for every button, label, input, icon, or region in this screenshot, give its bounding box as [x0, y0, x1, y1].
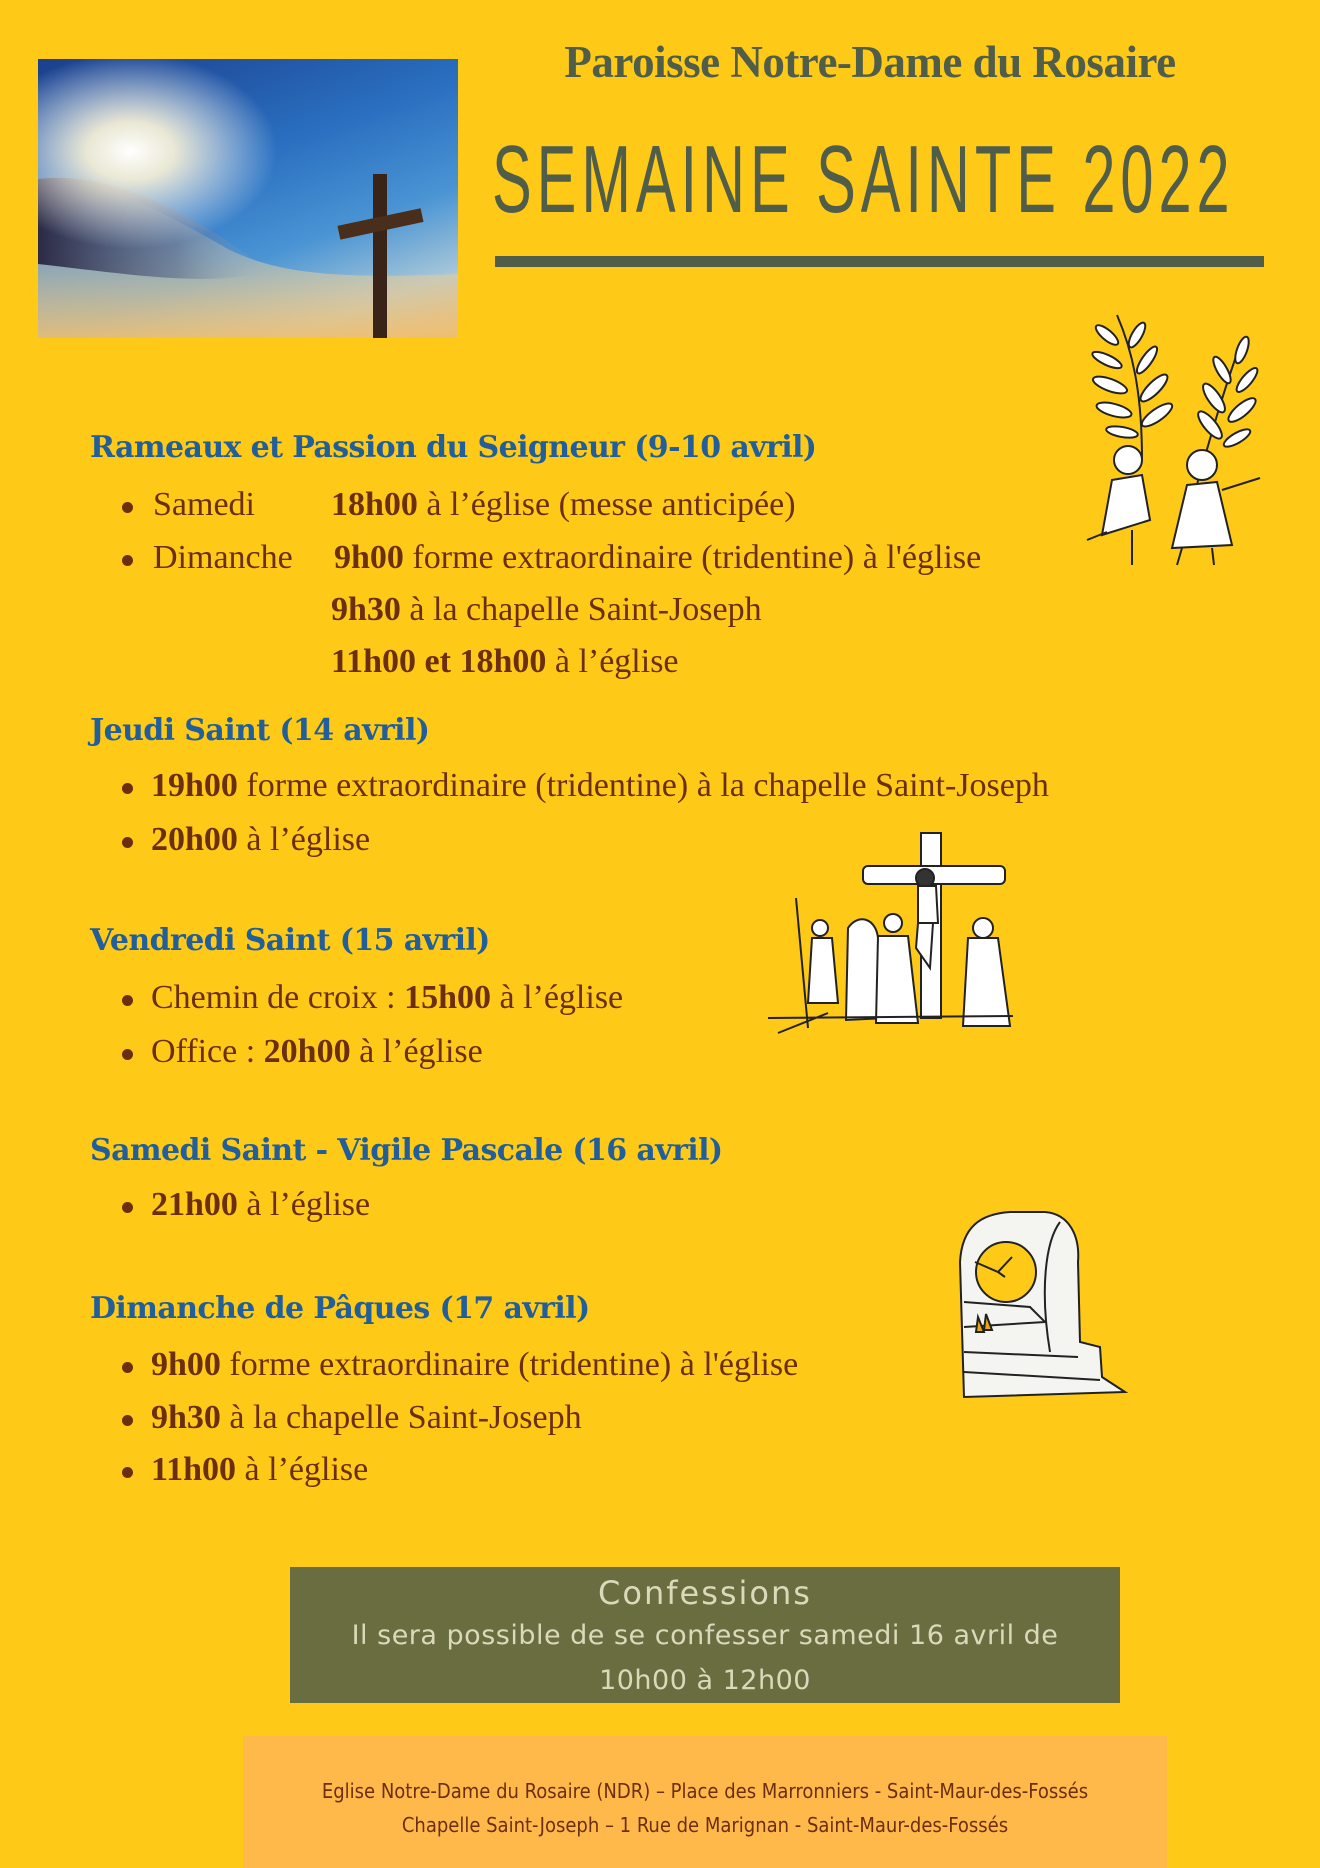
- time: 11h00 et 18h00: [331, 643, 547, 680]
- bullet-icon: [122, 837, 133, 848]
- location-text: à la chapelle Saint-Joseph: [220, 1399, 582, 1436]
- section-heading-vendredi-saint: Vendredi Saint (15 avril): [90, 923, 490, 958]
- list-item: [331, 643, 679, 681]
- empty-tomb-icon: [950, 1202, 1135, 1402]
- bullet-icon: [122, 995, 133, 1006]
- bullet-icon: [122, 1049, 133, 1060]
- location-text: à l’église: [350, 1033, 483, 1070]
- list-item: [331, 591, 762, 629]
- location-text: à l’église: [546, 643, 679, 680]
- chapel-address: Chapelle Saint-Joseph – 1 Rue de Marignan - Saint-Maur-des-Fossés: [401, 1813, 1009, 1837]
- parish-name: Paroisse Notre-Dame du Rosaire: [564, 37, 1176, 87]
- church-address: Eglise Notre-Dame du Rosaire (NDR) – Place des Marronniers - Saint-Maur-des-Fossés: [321, 1779, 1089, 1803]
- crucifixion-scene-icon: [768, 828, 1013, 1038]
- confessions-title: Confessions: [598, 1574, 812, 1612]
- bullet-icon: [122, 502, 133, 513]
- page-title: SEMAINE SAINTE 2022: [492, 126, 1235, 233]
- time: 11h00: [151, 1451, 237, 1488]
- time: 20h00: [151, 821, 238, 858]
- time: 9h00: [334, 539, 404, 576]
- location-text: à l’église (messe anticipée): [417, 486, 796, 523]
- location-text: à l’église: [237, 1186, 371, 1223]
- bullet-icon: [122, 1362, 133, 1373]
- title-underline: [495, 256, 1264, 267]
- day-label: Dimanche: [153, 539, 293, 576]
- children-with-palms-icon: [1062, 310, 1262, 570]
- event-label: Chemin de croix :: [151, 979, 405, 1016]
- bullet-icon: [122, 1415, 133, 1426]
- confessions-text-line1: Il sera possible de se confesser samedi 16 avril de: [351, 1620, 1059, 1651]
- location-text: à l’église: [237, 821, 371, 858]
- time: 19h00: [151, 767, 238, 804]
- location-text: forme extraordinaire (tridentine) à l'église: [220, 1346, 799, 1383]
- section-heading-jeudi-saint: Jeudi Saint (14 avril): [90, 713, 430, 748]
- location-text: à la chapelle Saint-Joseph: [400, 591, 762, 628]
- section-heading-rameaux: Rameaux et Passion du Seigneur (9-10 avril): [90, 430, 817, 465]
- time: 18h00: [331, 486, 418, 523]
- bullet-icon: [122, 555, 133, 566]
- bullet-icon: [122, 1467, 133, 1478]
- footer-addresses: [243, 1736, 1167, 1868]
- time: 9h00: [151, 1346, 221, 1383]
- time: 20h00: [263, 1033, 351, 1070]
- location-text: forme extraordinaire (tridentine) à la chapelle Saint-Joseph: [237, 767, 1049, 804]
- time: 9h30: [151, 1399, 221, 1436]
- time: 21h00: [151, 1186, 238, 1223]
- time: 9h30: [331, 591, 401, 628]
- confessions-box: [290, 1567, 1120, 1703]
- cross-in-sky-photo: [38, 59, 458, 338]
- time: 15h00: [404, 979, 491, 1016]
- bullet-icon: [122, 1202, 133, 1213]
- section-heading-samedi-saint: Samedi Saint - Vigile Pascale (16 avril): [90, 1133, 723, 1168]
- section-heading-paques: Dimanche de Pâques (17 avril): [90, 1291, 590, 1326]
- day-label: Samedi: [153, 486, 255, 523]
- confessions-text-line2: 10h00 à 12h00: [599, 1665, 811, 1696]
- location-text: à l’église: [236, 1451, 369, 1488]
- event-label: Office :: [151, 1033, 264, 1070]
- bullet-icon: [122, 783, 133, 794]
- location-text: à l’église: [490, 979, 624, 1016]
- location-text: forme extraordinaire (tridentine) à l'église: [403, 539, 982, 576]
